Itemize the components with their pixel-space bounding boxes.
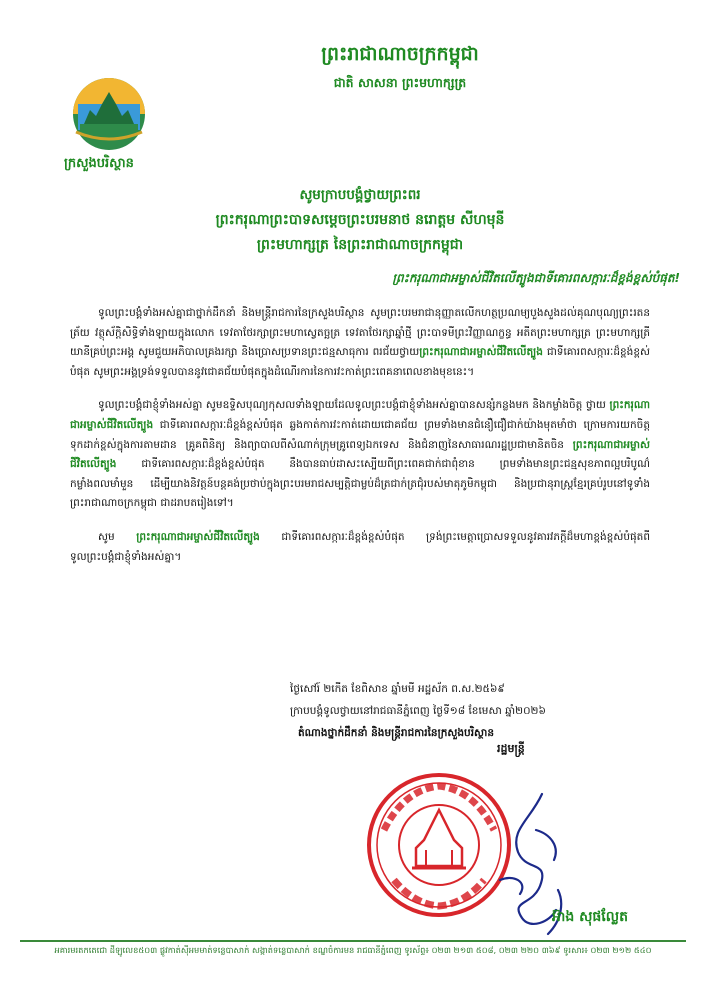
paragraph-2-text-a: ទូលព្រះបង្គំជាខ្ញុំទាំងអស់គ្នា សូមឧទ្ទិសបុណ្យកុសលទាំងឡាយដែលទូលព្រះបង្គំជាខ្ញុំទាំងអស់គ្នាបានសន្សំកន្លងមក និងកម្លាំងចិត្ត ថ្វាយ [98,399,610,412]
lunar-date: ថ្ងៃសៅរ៍ ២កើត ខែពិសាខ ឆ្នាំមមី អដ្ឋស័ក ព.ស.២៥៦៩ [290,683,505,695]
title-line-3: ព្រះមហាក្សត្រ នៃព្រះរាជាណាចក្រកម្ពុជា [256,237,464,253]
place-and-date: ក្រាបបង្គំទូលថ្វាយនៅរាជធានីភ្នំពេញ ថ្ងៃទី១៨ ខែមេសា ឆ្នាំ២០២៦ [290,705,546,717]
salutation-line: ព្រះករុណាជាអម្ចាស់ជីវិតលើត្បូងជាទីគោរពសក្ការៈដ៏ខ្ពង់ខ្ពស់បំផុត! [392,271,680,285]
paragraph-2-text-c: ជាទីគោរពសក្ការៈដ៏ខ្ពង់ខ្ពស់បំផុត នឹងបានធាប់ដាសះស្បើយពីព្រះពេគជាក់ជាពុំខាន ព្រមទាំងមានព្រះជន្មសុខភាពល្អបរិបូណ៌ កម្លាំងពលមាំមួន ដើម្បីយាងនិវត្តន៍បន្តគង់ប្រថាប់ក្នុងព្រះបរមរាជសម្បត្តិជាម្លប់ដ៏ត្រជាក់ត្រជុំរបស់មាតុភូមិកម្ពុជា និងប្រជានុរាស្ត្រខ្មែរគ្រប់រូបនៅទូទាំងព្រះរាជាណាចក្រកម្ពុជា ជាដរាបតរៀងទៅ។ [70,458,650,510]
national-motto: ជាតិ សាសនា ព្រះមហាក្សត្រ [333,75,467,90]
paragraph-1-text-a: ទូលព្រះបង្គំទាំងអស់គ្នាជាថ្នាក់ដឹកនាំ និងមន្ត្រីរាជការនៃក្រសួងបរិស្ថាន សូមព្រះបរមរាជានុញ្ញាតលើកហត្ថប្រណម្យបួងសួងដល់គុណបុណ្យព្រះរតនត្រ័យ វត្ថុស័ក្តិសិទ្ធិទាំងឡាយក្នុងលោក ទេវតាថែរក្សាព្រះមហាស្វេតច្ឆត្រ ទេវតាថែរក្សាឆ្នាំថ្មី ព្រះបាទមីព្រះវិញ្ញាណក្ខន្ធ អតីតព្រះមហាក្សត្រ ព្រះមហាក្សត្រីយានីគ្រប់ព្រះអង្គ សូមជួយអភិបាលគ្រងរក្សា និងប្រោសប្រទានព្រះជន្មសាធុការ ពរជ័យថ្វាយ [70,307,650,359]
paragraph-1 [70,304,650,382]
title-line-1: សូមក្រាបបង្គំថ្វាយព្រះពរ [299,187,421,203]
royal-title-highlight: ព្រះករុណាជាអម្ចាស់ជីវិតលើត្បូង [419,346,543,359]
signatory-line: តំណាងថ្នាក់ដឹកនាំ និងមន្ត្រីរាជការនៃក្រសួងបរិស្ថាន [298,727,495,739]
footer-address: អគារមរតកតេជោ ដីឡូលេខ៥០៣ ផ្លូវកាត់ស៊ីអមមាត់ទន្លេបាសាក់ សង្កាត់ទន្លេបាសាក់ ខណ្ឌចំការមន រាជធានីភ្នំពេញ ទូរស័ព្ទ៖ ០២៣ ២១៣ ៥០៨, ០២៣ ២២០ ៣៦៩ ទូរសារ៖ ០២៣ ២១២ ៥៤០ [54,945,652,955]
royal-title-highlight: ព្រះករុណាជាអម្ចាស់ជីវិតលើត្បូង [136,530,260,543]
closing-block [290,678,670,744]
letter-title [120,183,600,258]
ministry-logo [70,74,148,154]
letter-body [70,304,650,581]
paragraph-3 [70,528,650,567]
royal-title-highlight: ព្រះករុណាជាអម្ចាស់ជីវិតលើត្បូង [70,399,650,431]
minister-title: រដ្ឋមន្ត្រី [497,742,525,755]
paragraph-2-text-b: ជាទីគោរពសក្ការៈដ៏ខ្ពង់ខ្ពស់បំផុត ឆ្លងកាត់ការវះកាត់ដោយជោគជ័យ ព្រមទាំងមានជំនឿជឿជាក់យ៉ាងមុតមាំថា ក្រោមការយកចិត្តទុកដាក់ខ្ពស់ក្នុងការតាមដាន គ្រូគពិនិត្យ និងព្យាបាលពីសំណាក់ក្រុមគ្រូពេទ្យឯកទេស និងជំនាញនៃសាធារណរដ្ឋប្រជាមានិតចិន [70,418,650,451]
royal-title-highlight: ព្រះករុណាជាអម្ចាស់ជីវិតលើត្បូង [70,438,650,471]
title-line-2: ព្រះករុណាព្រះបាទសម្តេចព្រះបរមនាថ នរោត្តម សីហមុនី [215,212,505,228]
minister-name: អ៊ាង សុផល្លែត [552,909,628,925]
paragraph-2 [70,396,650,514]
paragraph-1-text-b: ជាទីគោរពសក្ការៈដ៏ខ្ពង់ខ្ពស់បំផុត សូមព្រះអង្គទ្រង់ទទួលបាននូវជោគជ័យបំផុតក្នុងដំណើរការនៃការវះកាត់ព្រះពេគនាពេលខាងមុខនេះ។ [70,346,650,378]
footer-divider [20,940,686,942]
paragraph-3-text-a: សូម [98,530,137,543]
kingdom-heading: ព្រះរាជាណាចក្រកម្ពុជា [321,43,479,65]
ministry-name: ក្រសួងបរិស្ថាន [64,156,134,171]
paragraph-3-text-b: ជាទីគោរពសក្ការៈដ៏ខ្ពង់ខ្ពស់បំផុត ទ្រង់ព្រះមេត្តាប្រោសទទួលនូវគារវភក្តីដ៏មហាខ្ពង់ខ្ពស់បំផុតពីទូលព្រះបង្គំជាខ្ញុំទាំងអស់គ្នា។ [70,530,650,563]
